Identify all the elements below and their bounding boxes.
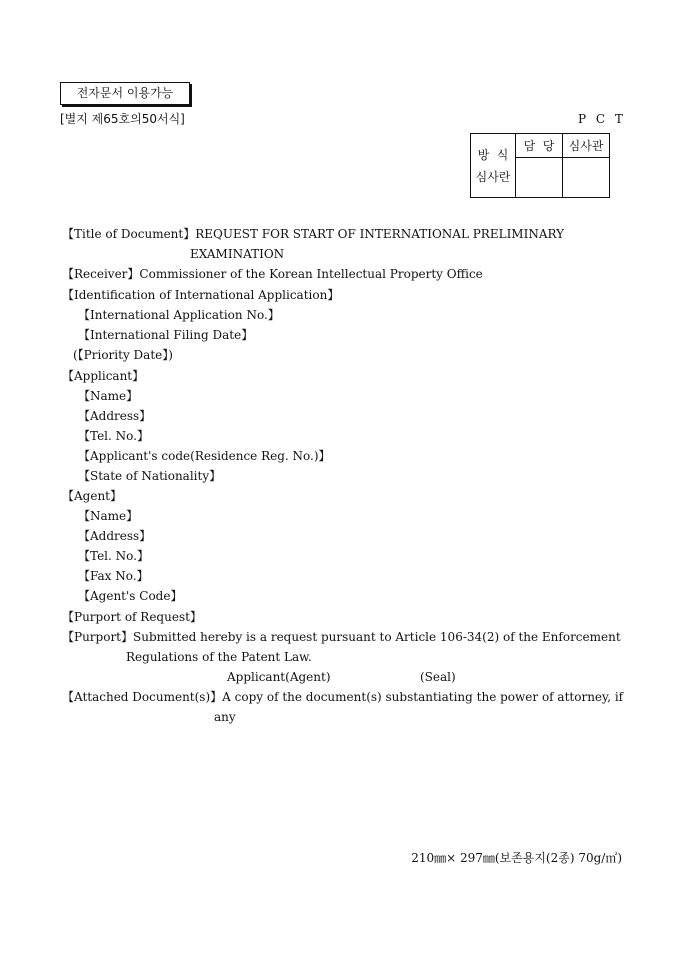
attached-line <box>62 689 622 705</box>
electronic-document-badge: 전자문서 이용가능 <box>60 82 190 105</box>
applicant-address-field: 【Address】 <box>78 409 152 423</box>
agent-tel-field: 【Tel. No.】 <box>78 549 149 563</box>
identification-heading: 【Identification of International Application】 <box>62 288 340 302</box>
agent-name-field: 【Name】 <box>78 509 139 523</box>
receiver-line <box>62 266 483 282</box>
seal-label: (Seal) <box>420 670 456 684</box>
title-value: REQUEST FOR START OF INTERNATIONAL PRELIMINARY <box>195 227 565 241</box>
applicant-heading: 【Applicant】 <box>62 369 145 383</box>
purport-line <box>62 629 621 645</box>
title-value-cont: EXAMINATION <box>190 247 285 261</box>
signature-party: Applicant(Agent) <box>227 670 331 684</box>
receiver-value: Commissioner of the Korean Intellectual Property Office <box>139 267 483 281</box>
stamp-cell-examiner <box>563 158 610 198</box>
applicant-code-field: 【Applicant's code(Residence Reg. No.)】 <box>78 449 331 463</box>
form-number: [별지 제65호의50서식] <box>60 112 185 126</box>
receiver-label: 【Receiver】 <box>62 267 140 281</box>
attached-value: A copy of the document(s) substantiating the power of attorney, if <box>222 690 624 704</box>
agent-heading: 【Agent】 <box>62 489 123 503</box>
title-line <box>62 226 564 242</box>
priority-date-field: (【Priority Date】) <box>73 348 173 362</box>
intl-app-no-field: 【International Application No.】 <box>78 308 280 322</box>
attached-label: 【Attached Document(s)】 <box>62 690 223 704</box>
stamp-label-1: 방 식 <box>477 147 509 162</box>
agent-code-field: 【Agent's Code】 <box>78 589 183 603</box>
purport-label: 【Purport】 <box>62 630 134 644</box>
title-label: 【Title of Document】 <box>62 227 196 241</box>
applicant-nationality-field: 【State of Nationality】 <box>78 469 222 483</box>
agent-fax-field: 【Fax No.】 <box>78 569 149 583</box>
applicant-name-field: 【Name】 <box>78 389 139 403</box>
stamp-col-examiner: 심사관 <box>563 134 610 158</box>
examination-stamp-table <box>470 133 610 198</box>
pct-label: P C T <box>578 112 626 126</box>
attached-value-cont: any <box>214 710 236 724</box>
stamp-label-2: 심사란 <box>475 169 511 184</box>
intl-filing-date-field: 【International Filing Date】 <box>78 328 254 342</box>
stamp-col-staff: 담 당 <box>516 134 563 158</box>
stamp-cell-staff <box>516 158 563 198</box>
purport-value: Submitted hereby is a request pursuant to Article 106-34(2) of the Enforcement <box>133 630 621 644</box>
agent-address-field: 【Address】 <box>78 529 152 543</box>
purport-of-request-heading: 【Purport of Request】 <box>62 610 202 624</box>
paper-spec: 210㎜× 297㎜(보존용지(2종) 70g/㎡) <box>411 851 622 865</box>
purport-value-cont: Regulations of the Patent Law. <box>126 650 312 664</box>
applicant-tel-field: 【Tel. No.】 <box>78 429 149 443</box>
stamp-row-label <box>471 134 516 198</box>
